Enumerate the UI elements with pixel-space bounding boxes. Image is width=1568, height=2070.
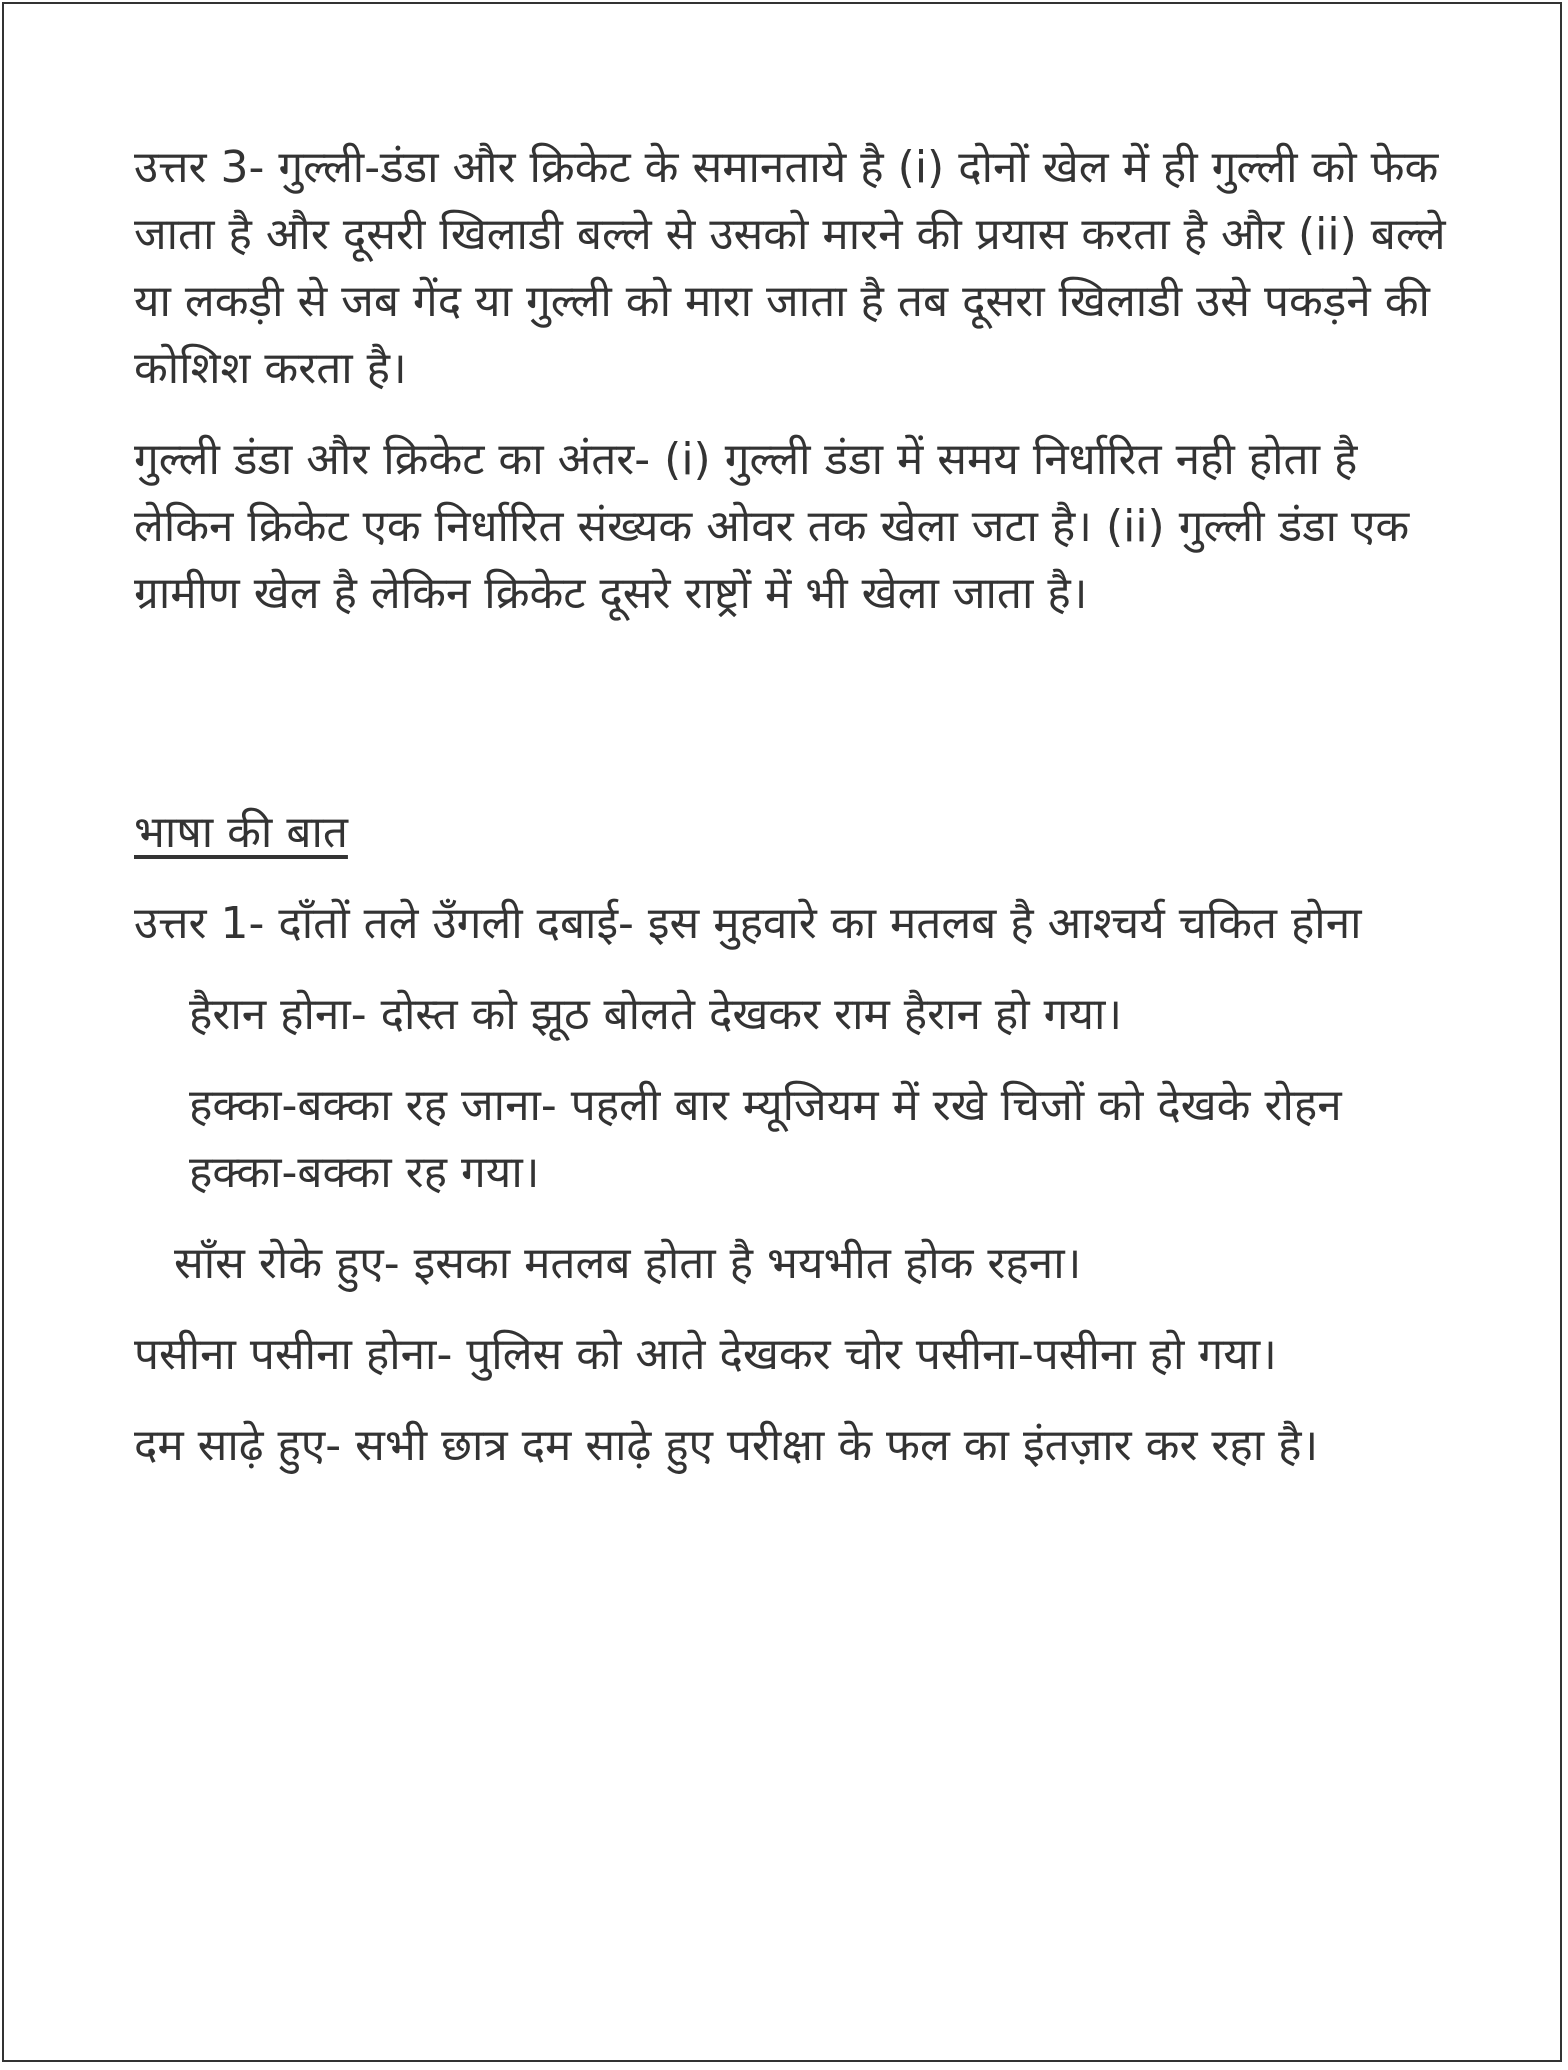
document-page [2,2,1562,2062]
spacer [134,651,1454,799]
section-heading: भाषा की बात [134,807,348,858]
idiom-saans-roke: साँस रोके हुए- इसका मतलब होता है भयभीत होक रहना। [174,1238,1082,1289]
answer-3-similarities: उत्तर 3- गुल्ली-डंडा और क्रिकेट के समानताये है (i) दोनों खेल में ही गुल्ली को फेक जाता है और दूसरी खिलाडी बल्ले से उसको मारने की प्रयास करता है और (ii) बल्ले या लकड़ी से जब गेंद या गुल्ली को मारा जाता है तब दूसरा खिलाडी उसे पकड़ने की कोशिश करता है। [134,142,1446,394]
idiom-paseena-paseena: पसीना पसीना होना- पुलिस को आते देखकर चोर पसीना-पसीना हो गया। [134,1329,1277,1380]
idiom-dam-saadhe: दम साढ़े हुए- सभी छात्र दम साढ़े हुए परीक्षा के फल का इंतज़ार कर रहा है। [134,1420,1319,1471]
answer-3-differences: गुल्ली डंडा और क्रिकेट का अंतर- (i) गुल्ली डंडा में समय निर्धारित नही होता है लेकिन क्रिकेट एक निर्धारित संख्यक ओवर तक खेला जटा है। (ii) गुल्ली डंडा एक ग्रामीण खेल है लेकिन क्रिकेट दूसरे राष्ट्रों में भी खेला जाता है। [134,434,1410,619]
idiom-hairan-hona: हैरान होना- दोस्त को झूठ बोलते देखकर राम हैरान हो गया। [189,989,1123,1040]
idiom-hakka-bakka: हक्का-बक्का रह जाना- पहली बार म्यूजियम में रखे चिजों को देखके रोहन हक्का-बक्का रह गया। [189,1080,1342,1198]
document-body [134,134,1454,1503]
answer-1-intro: उत्तर 1- दाँतों तले उँगली दबाई- इस मुहवारे का मतलब है आश्चर्य चकित होना [134,898,1362,949]
